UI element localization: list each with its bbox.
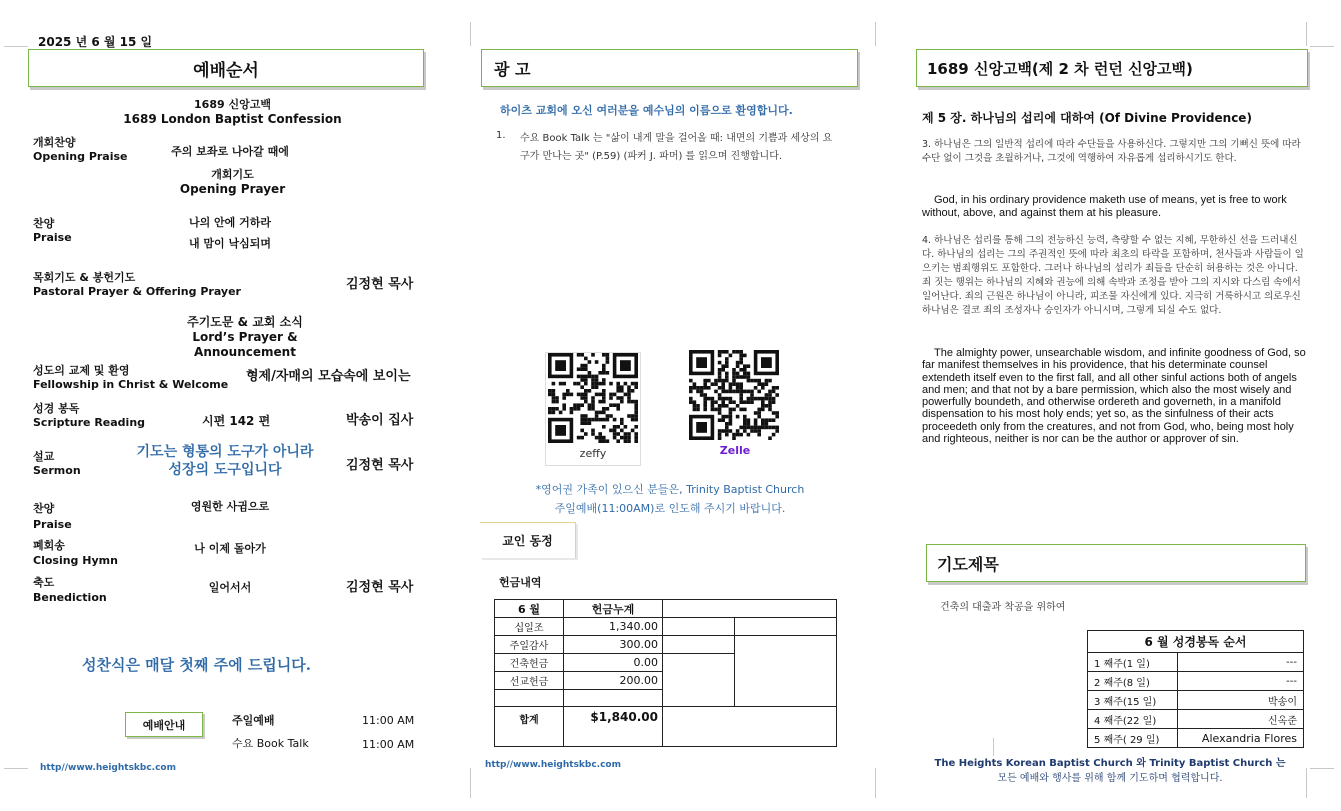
sermon-title: 기도는 형통의 도구가 아니라 성장의 도구입니다	[136, 444, 314, 478]
reading-schedule-table	[1087, 630, 1304, 748]
member-news-header: 교인 동정	[480, 522, 576, 558]
fellowship-text: 형제/자매의 모습속에 보이는	[246, 369, 411, 384]
benediction-leader: 김정현 목사	[346, 580, 414, 595]
zelle-label: Zelle	[719, 444, 751, 457]
table-row-total: 합계 $1,840.00	[495, 707, 837, 747]
order-of-worship-header: 예배순서	[28, 49, 424, 87]
service2-name: 수요 Book Talk	[232, 737, 309, 750]
announcements-header: 광 고	[481, 49, 858, 87]
communion-note: 성찬식은 매달 첫째 주에 드립니다.	[82, 656, 311, 674]
service1-name: 주일예배	[232, 714, 275, 727]
benediction-label: 축도 Benediction	[33, 576, 107, 604]
offering-title: 헌금내역	[499, 576, 542, 589]
scripture-label: 성경 봉독 Scripture Reading	[33, 402, 146, 429]
crop-mark	[4, 768, 28, 769]
zeffy-label: zeffy	[579, 447, 607, 460]
fellowship-label: 성도의 교제 및 환영 Fellowship in Christ & Welcome	[33, 364, 229, 391]
closing-hymn-label: 폐회송 Closing Hymn	[33, 539, 118, 567]
church-url-link[interactable]: http//www.heightskbc.com	[40, 763, 176, 773]
table-row: 4 째주(22 일) 신옥준	[1088, 710, 1304, 729]
table-row: 1 째주(1 일) ---	[1088, 653, 1304, 672]
opening-prayer: 개회기도 Opening Prayer	[179, 168, 286, 196]
announcement-item: 수요 Book Talk 는 "삶이 내게 말을 걸어올 때: 내면의 기쁨과 세상의 요구가 만나는 곳" (P.59) (파커 J. 파머) 를 읽으며 진행합니다.	[520, 133, 833, 162]
offering-table	[494, 599, 837, 747]
table-row: 6 월 성경봉독 순서	[1088, 631, 1304, 653]
closing-hymn-song: 나 이제 돌아가	[194, 542, 266, 555]
zeffy-qr-card[interactable]	[545, 352, 641, 466]
table-row: 6 월 헌금누계	[495, 600, 837, 618]
welcome-message: 하이츠 교회에 오신 여러분을 예수님의 이름으로 환영합니다.	[500, 104, 793, 117]
prayer-topics-header: 기도제목	[926, 544, 1306, 582]
praise2-label: 찬양 Praise	[33, 502, 72, 531]
scripture-leader: 박송이 집사	[346, 413, 414, 428]
praise-label: 찬양 Praise	[33, 217, 72, 244]
paragraph-4-ko: 4. 하나님은 섭리를 통해 그의 전능하신 능력, 측량할 수 없는 지혜, 무한하신 선을 드러내신다. 하나님의 섭리는 그의 주권적인 뜻에 따라 최초의 타락을 포함하며, 천사들과 사람들이 일으키는 범죄행위도 포함한다. 그러나 하나님의 섭리가 죄들을 단순히 허용하는 것은 아니다. 죄 짓는 행위는 하나님의 지혜와 권능에 의해 속박과 조정을 받아 그의 지시와 다스림 속에서 일어난다. 죄의 근원은 하나님이 아니라, 피조물 자신에게 있다. 지극히 거룩하시고 의로우신 하나님은 결코 죄의 조성자나 승인자가 아니시며, 그렇게 되실 수도 없다.	[922, 235, 1304, 316]
zelle-qr-card[interactable]	[685, 350, 785, 465]
announcement-number: 1.	[496, 130, 506, 141]
sermon-label: 설교 Sermon	[33, 450, 81, 477]
crop-mark	[1306, 22, 1307, 46]
sermon-leader: 김정현 목사	[346, 458, 414, 473]
zelle-qr-code	[685, 350, 783, 440]
crop-mark	[875, 22, 876, 46]
chapter-title: 제 5 장. 하나님의 섭리에 대하여 (Of Divine Providence)	[922, 111, 1252, 125]
table-row: 5 째주( 29 일) Alexandria Flores	[1088, 729, 1304, 748]
crop-mark	[1310, 46, 1334, 47]
praise2-song: 영원한 사귐으로	[190, 500, 270, 513]
crop-mark	[993, 738, 994, 756]
church-url-link[interactable]: http//www.heightskbc.com	[485, 760, 621, 770]
paragraph-4-en: The almighty power, unsearchable wisdom, and infinite goodness of God, so far manifest themselves in his providence, that his determinate counsel extendeth itself even to the first fall, and all other sinful actions both of angels and men; and that not by a bare permission, which also the most wisely and powerfully boundeth, and otherwise ordereth and governeth, in a manifold dispensation to his most holy ends; yet so, as the sinfulness of their acts proceedeth only from the creatures, and not from God, who, being most holy and righteous, neither is nor can be the author or approver of sin.	[922, 347, 1306, 446]
table-row: 십일조 1,340.00	[495, 618, 837, 636]
pastoral-prayer-label: 목회기도 & 봉헌기도 Pastoral Prayer & Offering Prayer	[33, 271, 241, 298]
confession-title	[30, 98, 435, 127]
worship-guide-badge: 예배안내	[125, 712, 203, 737]
bulletin-date: 2025 년 6 월 15 일	[38, 35, 153, 49]
prayer-item: 건축의 대출과 착공을 위하여	[940, 602, 1066, 613]
pastoral-leader: 김정현 목사	[346, 277, 414, 292]
paragraph-3-en: God, in his ordinary providence maketh use of means, yet is free to work without, above, and against them at his pleasure.	[922, 194, 1287, 219]
table-row: 2 째주(8 일) ---	[1088, 672, 1304, 691]
paragraph-3-ko: 3. 하나님은 그의 일반적 섭리에 따라 수단들을 사용하신다. 그렇지만 그의 기뻐신 뜻에 따라 수단 없이 그것을 초월하거나, 그것에 역행하여 자유롭게 섭리하시기도 한다.	[922, 139, 1301, 164]
opening-praise-song: 주의 보좌로 나아갈 때에	[171, 145, 289, 158]
table-row: 선교헌금 200.00	[495, 672, 837, 690]
confession-ko: 1689 신앙고백	[194, 98, 271, 111]
table-row: 3 째주(15 일) 박송이	[1088, 691, 1304, 710]
crop-mark	[470, 22, 471, 46]
partnership-note: The Heights Korean Baptist Church 와 Trinity Baptist Church 는 모든 예배와 행사를 위해 함께 기도하며 협력합니다.	[934, 758, 1286, 784]
praise-songs: 나의 안에 거하라 내 맘이 낙심되며	[188, 216, 272, 250]
crop-mark	[470, 768, 471, 798]
english-ministry-note: *영어권 가족이 있으신 분들은, Trinity Baptist Church 주일예배(11:00AM)로 인도해 주시기 바랍니다.	[535, 483, 805, 515]
confession-en: 1689 London Baptist Confession	[123, 112, 342, 126]
opening-praise-label: 개회찬양 Opening Praise	[33, 136, 128, 163]
confession-header: 1689 신앙고백(제 2 차 런던 신앙고백)	[916, 49, 1308, 87]
scripture-text: 시편 142 편	[202, 414, 271, 428]
crop-mark	[4, 46, 28, 47]
service1-time: 11:00 AM	[362, 714, 415, 727]
lords-prayer: 주기도문 & 교회 소식 Lord’s Prayer & Announcement	[187, 315, 303, 359]
benediction-song: 일어서서	[208, 581, 252, 594]
zeffy-qr-code	[546, 353, 640, 443]
service2-time: 11:00 AM	[362, 738, 415, 751]
table-row: 건축헌금 0.00	[495, 654, 837, 672]
crop-mark	[875, 768, 876, 798]
table-row: 주일감사 300.00	[495, 636, 837, 654]
